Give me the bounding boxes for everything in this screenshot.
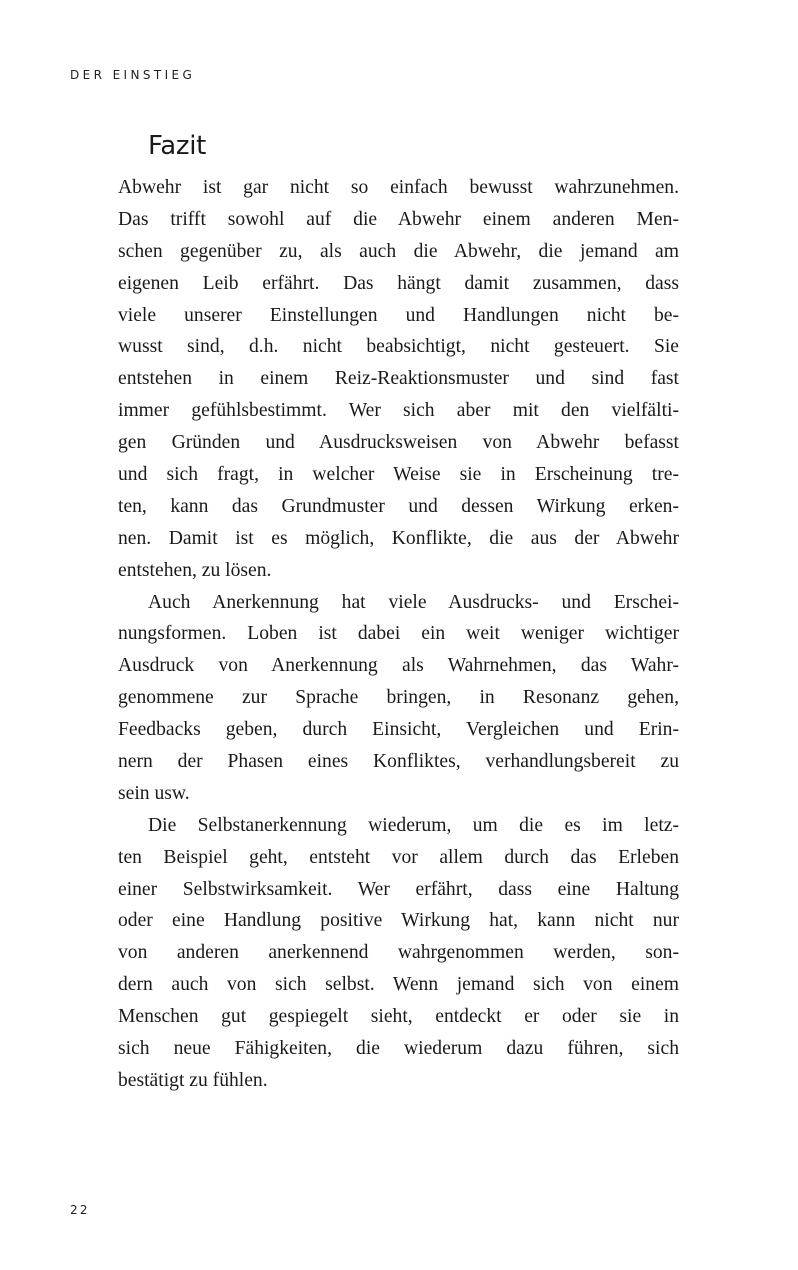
running-head: DER EINSTIEG bbox=[70, 68, 196, 82]
section-title: Fazit bbox=[148, 131, 207, 161]
text-line: Ausdruck von Anerkennung als Wahrnehmen, das Wahr- bbox=[118, 655, 679, 677]
text-line: ten Beispiel geht, entsteht vor allem durch das Erleben bbox=[118, 846, 679, 868]
text-line: Auch Anerkennung hat viele Ausdrucks- und Erschei- bbox=[148, 591, 679, 613]
text-line: wusst sind, d.h. nicht beabsichtigt, nicht gesteuert. Sie bbox=[118, 336, 679, 358]
text-line: entstehen in einem Reiz-Reaktionsmuster und sind fast bbox=[118, 368, 679, 390]
text-line: ten, kann das Grundmuster und dessen Wirkung erken- bbox=[118, 495, 679, 517]
text-line: eigenen Leib erfährt. Das hängt damit zusammen, dass bbox=[118, 272, 679, 294]
text-line: Die Selbstanerkennung wiederum, um die es im letz- bbox=[148, 814, 679, 836]
text-line: genommene zur Sprache bringen, in Resonanz gehen, bbox=[118, 687, 679, 709]
text-line: sein usw. bbox=[118, 782, 190, 804]
paragraph-3 bbox=[118, 810, 679, 1097]
text-line: nern der Phasen eines Konfliktes, verhandlungsbereit zu bbox=[118, 751, 679, 773]
text-line: sich neue Fähigkeiten, die wiederum dazu führen, sich bbox=[118, 1038, 679, 1060]
text-line: Abwehr ist gar nicht so einfach bewusst wahrzunehmen. bbox=[118, 177, 679, 198]
body-text bbox=[118, 172, 679, 1097]
paragraph-1 bbox=[118, 172, 679, 587]
text-line: von anderen anerkennend wahrgenommen werden, son- bbox=[118, 942, 679, 964]
text-line: dern auch von sich selbst. Wenn jemand sich von einem bbox=[118, 974, 679, 996]
text-line: entstehen, zu lösen. bbox=[118, 559, 272, 581]
text-line: gen Gründen und Ausdrucksweisen von Abwehr befasst bbox=[118, 432, 679, 454]
text-line: einer Selbstwirksamkeit. Wer erfährt, dass eine Haltung bbox=[118, 878, 679, 900]
page-number: 22 bbox=[70, 1203, 90, 1217]
text-line: viele unserer Einstellungen und Handlungen nicht be- bbox=[118, 304, 679, 326]
paragraph-2 bbox=[118, 587, 679, 810]
text-line: Feedbacks geben, durch Einsicht, Vergleichen und Erin- bbox=[118, 719, 679, 741]
text-line: schen gegenüber zu, als auch die Abwehr, die jemand am bbox=[118, 240, 679, 262]
text-line: oder eine Handlung positive Wirkung hat, kann nicht nur bbox=[118, 910, 679, 932]
text-line: Menschen gut gespiegelt sieht, entdeckt er oder sie in bbox=[118, 1006, 679, 1028]
text-line: immer gefühlsbestimmt. Wer sich aber mit den vielfälti- bbox=[118, 400, 679, 422]
text-line: Das trifft sowohl auf die Abwehr einem anderen Men- bbox=[118, 208, 679, 230]
text-line: und sich fragt, in welcher Weise sie in Erscheinung tre- bbox=[118, 464, 679, 486]
text-line: bestätigt zu fühlen. bbox=[118, 1069, 268, 1091]
text-line: nungsformen. Loben ist dabei ein weit weniger wichtiger bbox=[118, 623, 679, 645]
text-line: nen. Damit ist es möglich, Konflikte, die aus der Abwehr bbox=[118, 527, 679, 549]
